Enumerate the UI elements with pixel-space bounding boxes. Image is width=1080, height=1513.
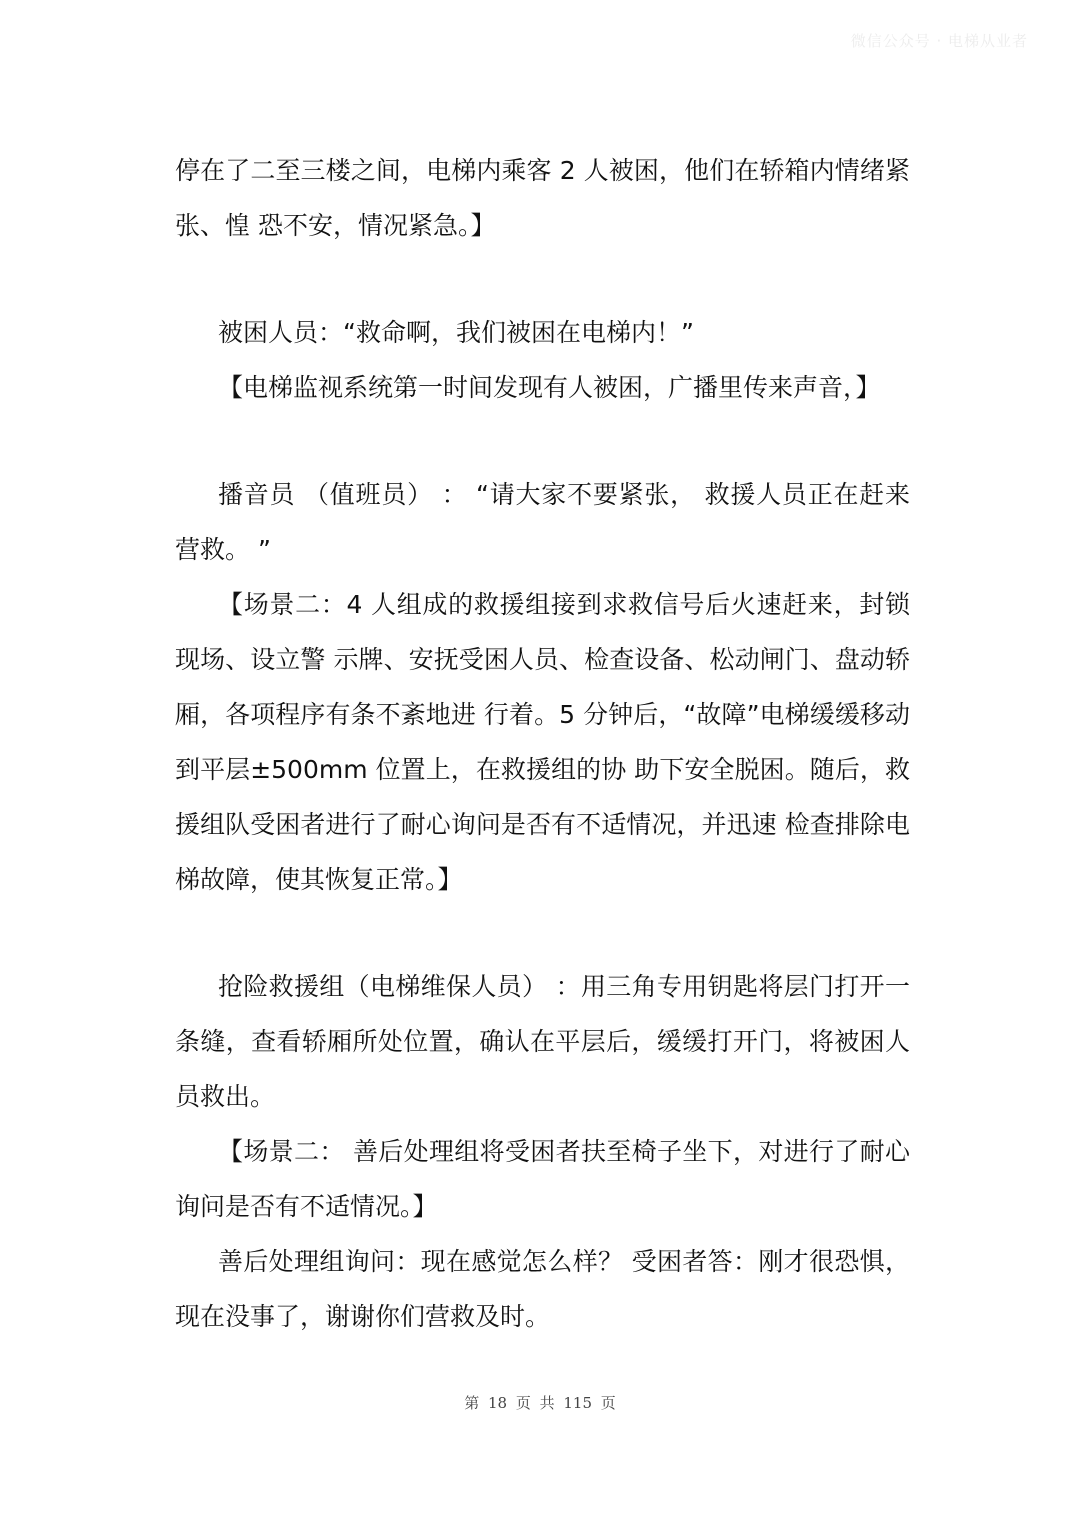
paragraph-aftercare-dialogue: 善后处理组询问：现在感觉怎么样？ 受困者答：刚才很恐惧，现在没事了，谢谢你们营救及时。 <box>175 1247 910 1331</box>
paragraph-scene-two-aftercare: 【场景二： 善后处理组将受困者扶至椅子坐下，对进行了耐心询问是否有不适情况。】 <box>175 1137 910 1221</box>
watermark: 微信公众号 · 电梯从业者 <box>850 32 1028 50</box>
paragraph-scene-intro: 停在了二至三楼之间，电梯内乘客 2 人被困，他们在轿箱内情绪紧张、惶 恐不安，情况紧急。】 <box>175 156 910 240</box>
paragraph-rescue-team: 抢险救援组（电梯维保人员） ：用三角专用钥匙将层门打开一条缝，查看轿厢所处位置，确认在平层后，缓缓打开门，将被困人员救出。 <box>175 972 910 1111</box>
paragraph-trapped-cry: 被困人员：“救命啊，我们被困在电梯内！” <box>218 318 694 347</box>
paragraph-scene-two-rescue: 【场景二：4 人组成的救援组接到求救信号后火速赶来，封锁现场、设立警 示牌、安抚受困人员、检查设备、松动闸门、盘动轿厢，各项程序有条不紊地进 行着。5 分钟后，“故障”电梯缓缓移动到平层±500mm 位置上，在救援组的协 助下安全脱困。随后，救援组队受困者进行了耐心询问是否有不适情况，并迅速 检查排除电梯故障，使其恢复正常。】 <box>175 590 910 894</box>
document-body <box>175 143 910 1344</box>
paragraph-monitor-system: 【电梯监视系统第一时间发现有人被困，广播里传来声音，】 <box>218 373 881 402</box>
paragraph-announcer: 播音员 （值班员） ： “请大家不要紧张， 救援人员正在赶来营救。 ” <box>175 480 910 564</box>
page-number-footer: 第 18 页 共 115 页 <box>464 1394 616 1412</box>
